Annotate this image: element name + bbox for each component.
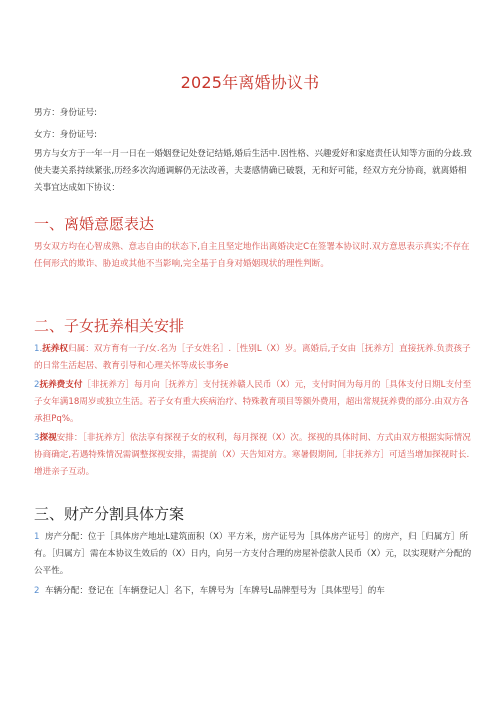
item-label: 抚养权: [42, 344, 68, 354]
item-label: 探视: [39, 433, 57, 443]
section3-heading: 三、财产分割具体方案: [34, 505, 185, 523]
item-number: 1.: [34, 344, 43, 354]
childcare-item-support: [34, 377, 474, 428]
item-label: 抚养费支付: [39, 380, 83, 390]
item-number: 3: [34, 433, 40, 443]
property-item-vehicle: [34, 583, 474, 600]
item-number: 1: [34, 532, 40, 542]
item-text: 房产分配：位于［具体房产地址L建筑面积（X）平方米，房产证号为［具体房产证号］的房产，归［归属方］所有。［归属方］需在本协议生效后的（X）日内，向另一方支付合理的房屋补偿款人民币（X）元，以实现财产分配的公平性。: [34, 532, 472, 576]
item-text: 安排：［非抚养方］依法享有探视子女的权利，每月探视（X）次。探视的具体时间、方式由双方根据实际情况协商确定,若遇特殊情况需调整探视安排，需提前（X）天告知对方。寒暑假期间,［非抚养方］可适当增加探视时长.增进亲子互动。: [34, 433, 471, 477]
item-text: 归属：双方育有一子/女.名为［子女姓名］.［性别L（X）岁。离婚后,子女由［抚养方］直接抚养.负责孩子的日常生活起居、教育引导和心理关怀等成长事务e: [34, 344, 471, 371]
section2-heading: 二、子女抚养相关安排: [34, 317, 185, 335]
childcare-item-custody: [34, 341, 474, 375]
section1-heading: 一、离婚意愿表达: [34, 215, 155, 233]
intro-paragraph: 男方与女方于一年一月一日在一婚姻登记处登记结婚,婚后生活中.因性格、兴趣爱好和家庭责任认知等方面的分歧.致使夫妻关系持续紧张,历经多次沟通调解仍无法改善，夫妻感情确已破裂，无和好可能，经双方充分协商，就离婚相关事宜达成如下协议：: [34, 149, 472, 193]
childcare-item-visitation: [34, 430, 474, 481]
property-item-house: [34, 529, 474, 580]
document-title: 2025年离婚协议书: [180, 73, 320, 92]
section1-text: 男女双方均在心智成熟、意志自由的状态下,自主且坚定地作出离婚决定C在签署本协议时.双方意思表示真实;不存在任何形式的欺诈、胁迫或其他不当影响,完全基于自身对婚姻现状的理性判断。: [34, 242, 470, 269]
man-id-line: 男方：身份证号:: [34, 108, 98, 118]
item-number: 2: [34, 586, 40, 596]
item-text: 车辆分配：登记在［车辆登记人］名下，车牌号为［车牌号L品牌型号为［具体型号］的车: [44, 586, 385, 596]
item-number: 2: [34, 380, 40, 390]
item-text: ［非抚养方］每月向［抚养方］支付抚养赣人民币（X）元，支付时间为每月的［具体支付日期L支付至子女年满18周岁或独立生活。若子女有重大疾病治疗、特殊教育项目等额外费用，超出常规抚养费的部分.由双方各承担Pq%。: [34, 380, 472, 424]
woman-id-line: 女方：身份证号:: [34, 130, 98, 140]
